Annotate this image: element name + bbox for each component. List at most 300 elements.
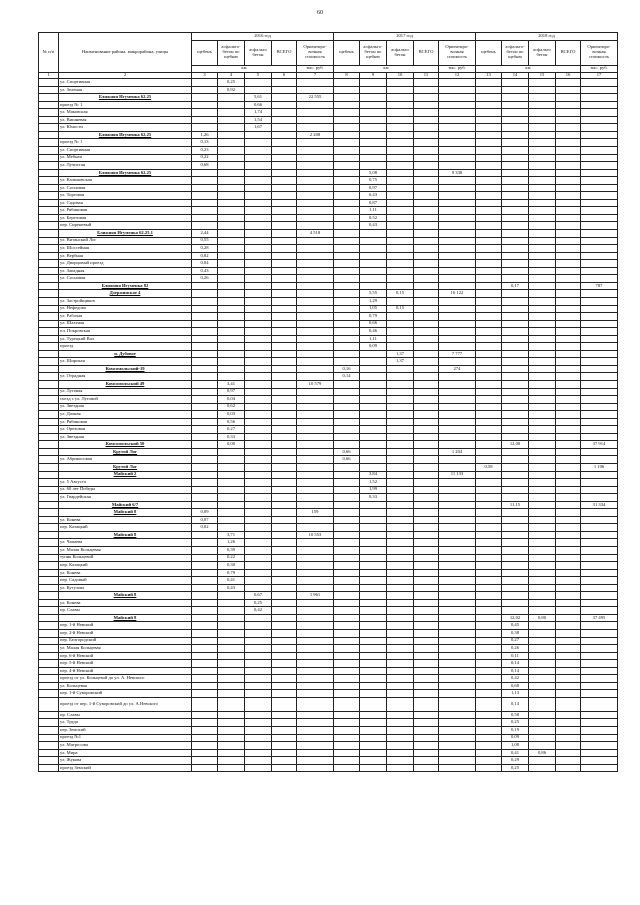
value-cell <box>414 524 439 532</box>
value-cell <box>414 516 439 524</box>
value-cell <box>556 622 581 630</box>
value-cell <box>414 343 439 351</box>
value-cell: 1,11 <box>360 207 387 215</box>
value-cell <box>581 230 618 238</box>
value-cell <box>360 365 387 373</box>
row-number-cell <box>39 494 59 502</box>
value-cell: 0,66 <box>360 320 387 328</box>
table-row <box>39 79 618 87</box>
value-cell <box>502 335 529 343</box>
value-cell: 10 553 <box>297 531 334 539</box>
value-cell <box>414 358 439 366</box>
value-cell <box>502 411 529 419</box>
value-cell <box>245 637 272 645</box>
row-number-cell <box>39 245 59 253</box>
value-cell <box>581 562 618 570</box>
value-cell <box>502 524 529 532</box>
street-name-cell: ул. Зеленая <box>59 86 192 94</box>
value-cell <box>272 539 297 547</box>
table-row <box>39 199 618 207</box>
value-cell <box>529 131 556 139</box>
value-cell <box>414 539 439 547</box>
value-cell <box>556 373 581 381</box>
value-cell <box>272 320 297 328</box>
row-number-cell <box>39 79 59 87</box>
value-cell <box>334 169 360 177</box>
value-cell <box>334 350 360 358</box>
value-cell <box>414 630 439 638</box>
subheader-y2-c2: асфальто бетон <box>529 40 556 65</box>
value-cell <box>556 690 581 698</box>
value-cell <box>360 742 387 750</box>
value-cell <box>556 599 581 607</box>
street-name-cell: проезд от ул. Кольцевой до ул. А. Невского <box>59 675 192 683</box>
street-name-cell: пер. Белгородский <box>59 637 192 645</box>
value-cell <box>272 245 297 253</box>
value-cell <box>581 365 618 373</box>
value-cell <box>334 154 360 162</box>
value-cell <box>581 207 618 215</box>
value-cell <box>556 584 581 592</box>
value-cell <box>297 313 334 321</box>
value-cell <box>556 456 581 464</box>
table-group-row <box>39 365 618 373</box>
value-cell <box>387 607 414 615</box>
value-cell <box>476 433 502 441</box>
value-cell <box>218 184 245 192</box>
value-cell: 0,87 <box>360 199 387 207</box>
value-cell <box>529 411 556 419</box>
row-number-cell <box>39 471 59 479</box>
value-cell <box>529 426 556 434</box>
value-cell <box>556 637 581 645</box>
table-row <box>39 320 618 328</box>
value-cell <box>439 124 476 132</box>
value-cell <box>581 320 618 328</box>
table-row <box>39 764 618 772</box>
value-cell <box>297 79 334 87</box>
value-cell <box>581 742 618 750</box>
value-cell <box>529 380 556 388</box>
value-cell <box>581 184 618 192</box>
street-name-cell: ул. Рябиновая <box>59 418 192 426</box>
value-cell: 0,14 <box>502 660 529 668</box>
value-cell: 0,02 <box>192 524 218 532</box>
value-cell <box>387 719 414 727</box>
value-cell <box>529 577 556 585</box>
value-cell <box>476 403 502 411</box>
subheader-y1-c0: щебень <box>334 40 360 65</box>
unit-km-y0: км <box>192 65 297 73</box>
value-cell <box>502 320 529 328</box>
value-cell: 0,39 <box>218 547 245 555</box>
value-cell <box>297 154 334 162</box>
value-cell <box>218 260 245 268</box>
value-cell <box>245 719 272 727</box>
value-cell <box>414 328 439 336</box>
column-number-cell: 2 <box>59 73 192 79</box>
value-cell <box>272 607 297 615</box>
value-cell <box>387 101 414 109</box>
value-cell <box>502 531 529 539</box>
value-cell: 0,15 <box>387 290 414 298</box>
value-cell: 1 204 <box>439 448 476 456</box>
value-cell: 0,23 <box>192 147 218 155</box>
value-cell <box>245 562 272 570</box>
value-cell <box>272 358 297 366</box>
value-cell <box>414 365 439 373</box>
value-cell <box>192 614 218 622</box>
value-cell <box>272 547 297 555</box>
value-cell <box>529 350 556 358</box>
value-cell <box>297 682 334 690</box>
value-cell: 12,00 <box>502 441 529 449</box>
value-cell <box>476 577 502 585</box>
value-cell <box>502 569 529 577</box>
row-number-cell <box>39 252 59 260</box>
value-cell <box>476 396 502 404</box>
value-cell <box>414 131 439 139</box>
row-number-cell <box>39 380 59 388</box>
value-cell <box>192 448 218 456</box>
value-cell <box>272 101 297 109</box>
table-row <box>39 516 618 524</box>
street-name-cell: пер. Земский <box>59 727 192 735</box>
value-cell <box>192 101 218 109</box>
value-cell <box>581 539 618 547</box>
street-name-cell: проезд № 1 <box>59 139 192 147</box>
row-number-cell <box>39 501 59 509</box>
value-cell <box>387 463 414 471</box>
value-cell <box>439 711 476 719</box>
value-cell <box>502 471 529 479</box>
value-cell <box>272 727 297 735</box>
value-cell <box>245 214 272 222</box>
value-cell <box>192 177 218 185</box>
column-number-cell: 4 <box>218 73 245 79</box>
value-cell <box>476 139 502 147</box>
value-cell <box>297 124 334 132</box>
value-cell <box>387 403 414 411</box>
value-cell <box>334 509 360 517</box>
value-cell <box>476 162 502 170</box>
value-cell <box>360 577 387 585</box>
value-cell <box>245 524 272 532</box>
value-cell <box>529 516 556 524</box>
row-number-cell <box>39 109 59 117</box>
value-cell <box>245 501 272 509</box>
value-cell <box>245 584 272 592</box>
value-cell <box>387 275 414 283</box>
value-cell <box>218 630 245 638</box>
value-cell <box>414 305 439 313</box>
value-cell <box>272 373 297 381</box>
value-cell <box>476 177 502 185</box>
table-row <box>39 727 618 735</box>
street-name-cell: пр. Славы <box>59 607 192 615</box>
value-cell <box>529 630 556 638</box>
row-number-cell <box>39 531 59 539</box>
value-cell <box>502 539 529 547</box>
value-cell <box>581 577 618 585</box>
value-cell <box>218 734 245 742</box>
value-cell <box>218 471 245 479</box>
value-cell <box>529 320 556 328</box>
table-row <box>39 749 618 757</box>
value-cell <box>556 426 581 434</box>
value-cell <box>556 742 581 750</box>
value-cell <box>502 380 529 388</box>
value-cell <box>360 350 387 358</box>
table-row <box>39 343 618 351</box>
value-cell <box>218 614 245 622</box>
street-name-cell: ул. Мебная <box>59 154 192 162</box>
value-cell: 0,86 <box>529 749 556 757</box>
value-cell <box>529 358 556 366</box>
value-cell <box>502 599 529 607</box>
value-cell <box>414 479 439 487</box>
value-cell <box>581 426 618 434</box>
value-cell <box>529 599 556 607</box>
value-cell <box>192 463 218 471</box>
value-cell <box>556 569 581 577</box>
value-cell <box>476 471 502 479</box>
subheader-y1-c2: асфальто бетон <box>387 40 414 65</box>
value-cell <box>272 411 297 419</box>
table-row <box>39 607 618 615</box>
value-cell <box>581 660 618 668</box>
value-cell <box>297 554 334 562</box>
table-row <box>39 660 618 668</box>
street-name-cell: ул. Абрикосовая <box>59 456 192 464</box>
table-row <box>39 622 618 630</box>
table-row <box>39 690 618 698</box>
street-name-cell: ул. Малая Кольцевая <box>59 645 192 653</box>
value-cell <box>387 742 414 750</box>
value-cell <box>245 441 272 449</box>
value-cell <box>245 267 272 275</box>
value-cell <box>245 742 272 750</box>
value-cell <box>414 418 439 426</box>
table-row <box>39 584 618 592</box>
value-cell <box>297 320 334 328</box>
value-cell <box>502 169 529 177</box>
value-cell <box>502 328 529 336</box>
value-cell <box>360 380 387 388</box>
value-cell <box>414 267 439 275</box>
table-row <box>39 539 618 547</box>
street-name-cell: проезд №1 <box>59 734 192 742</box>
value-cell <box>502 207 529 215</box>
row-number-cell <box>39 297 59 305</box>
value-cell <box>245 448 272 456</box>
value-cell <box>414 214 439 222</box>
value-cell <box>502 267 529 275</box>
table-row <box>39 373 618 381</box>
value-cell: 0,79 <box>360 313 387 321</box>
value-cell <box>334 116 360 124</box>
row-number-cell <box>39 486 59 494</box>
value-cell <box>439 494 476 502</box>
value-cell <box>476 214 502 222</box>
table-row <box>39 267 618 275</box>
value-cell <box>414 690 439 698</box>
value-cell <box>414 162 439 170</box>
value-cell <box>192 320 218 328</box>
value-cell <box>272 456 297 464</box>
value-cell <box>581 727 618 735</box>
value-cell <box>439 456 476 464</box>
value-cell <box>529 652 556 660</box>
value-cell <box>192 757 218 765</box>
value-cell <box>218 607 245 615</box>
value-cell <box>529 433 556 441</box>
value-cell <box>529 199 556 207</box>
value-cell: 159 <box>297 509 334 517</box>
row-number-cell <box>39 147 59 155</box>
value-cell <box>414 290 439 298</box>
value-cell <box>414 471 439 479</box>
value-cell <box>414 486 439 494</box>
value-cell <box>529 675 556 683</box>
value-cell <box>334 577 360 585</box>
value-cell <box>581 328 618 336</box>
value-cell <box>387 554 414 562</box>
value-cell <box>192 471 218 479</box>
value-cell <box>192 94 218 102</box>
table-row <box>39 547 618 555</box>
value-cell <box>334 757 360 765</box>
value-cell <box>297 479 334 487</box>
value-cell <box>387 637 414 645</box>
value-cell <box>192 637 218 645</box>
value-cell <box>245 486 272 494</box>
value-cell <box>192 742 218 750</box>
value-cell <box>439 690 476 698</box>
value-cell <box>387 267 414 275</box>
value-cell: 2,44 <box>192 230 218 238</box>
street-name-cell: ул. Отрадная <box>59 373 192 381</box>
value-cell <box>556 592 581 600</box>
value-cell <box>192 584 218 592</box>
value-cell <box>581 267 618 275</box>
value-cell <box>529 494 556 502</box>
value-cell <box>581 516 618 524</box>
value-cell <box>556 245 581 253</box>
value-cell <box>272 719 297 727</box>
value-cell <box>192 358 218 366</box>
street-name-cell: п. Дубовое <box>59 350 192 358</box>
value-cell <box>272 441 297 449</box>
value-cell <box>192 539 218 547</box>
value-cell <box>245 456 272 464</box>
value-cell <box>581 154 618 162</box>
value-cell <box>476 562 502 570</box>
value-cell <box>414 184 439 192</box>
value-cell <box>334 305 360 313</box>
value-cell <box>272 584 297 592</box>
value-cell: 0,09 <box>192 509 218 517</box>
value-cell <box>529 742 556 750</box>
value-cell: 0,13 <box>192 139 218 147</box>
value-cell <box>476 267 502 275</box>
value-cell <box>387 388 414 396</box>
table-row <box>39 222 618 230</box>
value-cell <box>387 652 414 660</box>
value-cell <box>334 592 360 600</box>
value-cell <box>218 373 245 381</box>
value-cell <box>334 124 360 132</box>
table-row <box>39 554 618 562</box>
value-cell <box>556 101 581 109</box>
row-number-cell <box>39 757 59 765</box>
value-cell <box>297 290 334 298</box>
value-cell <box>192 290 218 298</box>
value-cell <box>476 697 502 711</box>
street-name-cell: Ближняя Игуменка 62.25 <box>59 131 192 139</box>
value-cell <box>192 184 218 192</box>
value-cell <box>272 614 297 622</box>
value-cell <box>245 711 272 719</box>
value-cell <box>218 727 245 735</box>
value-cell <box>387 757 414 765</box>
value-cell: 1,37 <box>387 350 414 358</box>
street-name-cell: пер. Сиреневый <box>59 222 192 230</box>
table-row <box>39 418 618 426</box>
value-cell <box>556 479 581 487</box>
value-cell <box>581 214 618 222</box>
street-name-cell: ул. Западная <box>59 267 192 275</box>
value-cell <box>439 101 476 109</box>
row-number-cell <box>39 516 59 524</box>
value-cell <box>502 237 529 245</box>
value-cell <box>272 403 297 411</box>
value-cell <box>192 675 218 683</box>
value-cell <box>439 109 476 117</box>
value-cell <box>387 734 414 742</box>
value-cell <box>245 531 272 539</box>
value-cell <box>192 682 218 690</box>
value-cell <box>476 230 502 238</box>
value-cell <box>297 335 334 343</box>
table-row <box>39 101 618 109</box>
value-cell <box>439 177 476 185</box>
value-cell <box>334 237 360 245</box>
value-cell <box>360 682 387 690</box>
value-cell <box>476 411 502 419</box>
table-row <box>39 637 618 645</box>
value-cell <box>581 569 618 577</box>
value-cell <box>529 109 556 117</box>
value-cell <box>387 516 414 524</box>
value-cell <box>529 660 556 668</box>
table-row <box>39 313 618 321</box>
street-name-cell: ул. Нефедова <box>59 305 192 313</box>
value-cell <box>297 569 334 577</box>
value-cell <box>272 592 297 600</box>
value-cell: 22 555 <box>297 94 334 102</box>
value-cell <box>245 192 272 200</box>
value-cell <box>556 388 581 396</box>
value-cell <box>360 614 387 622</box>
value-cell <box>581 290 618 298</box>
value-cell <box>414 177 439 185</box>
value-cell <box>272 207 297 215</box>
value-cell <box>218 667 245 675</box>
value-cell <box>529 524 556 532</box>
value-cell <box>414 139 439 147</box>
value-cell <box>529 584 556 592</box>
